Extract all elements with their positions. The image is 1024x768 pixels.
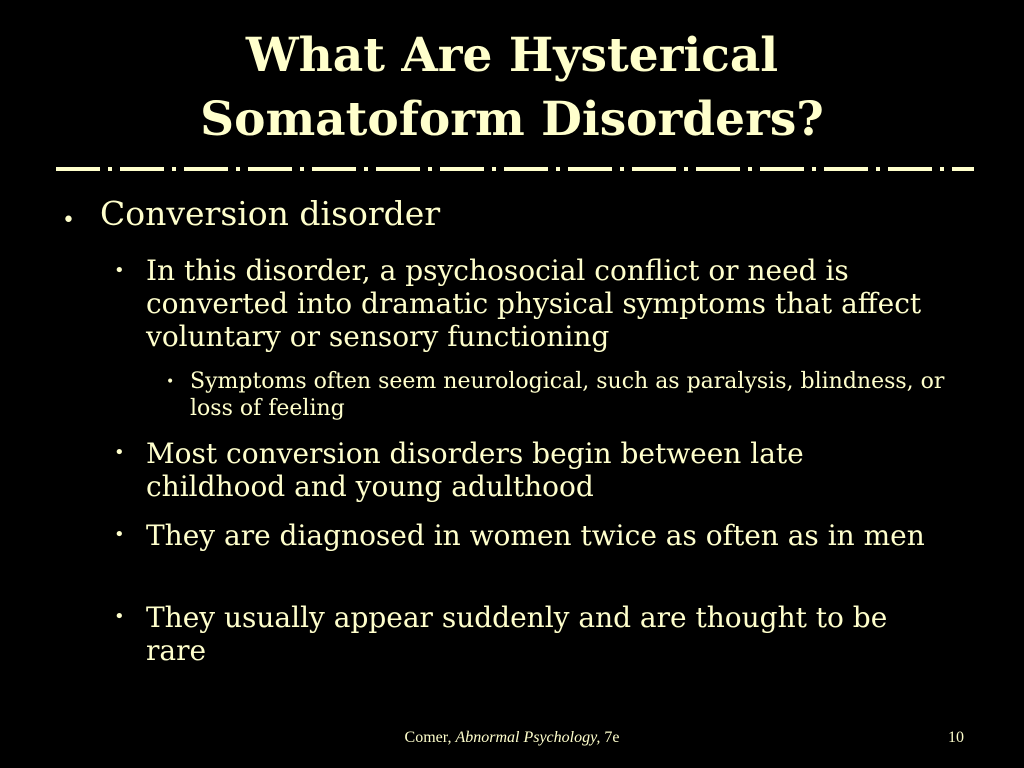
divider-dot: [812, 167, 816, 171]
divider-dash: [248, 167, 292, 171]
divider-dash: [568, 167, 612, 171]
divider-dot: [428, 167, 432, 171]
divider-dash: [376, 167, 420, 171]
bullet-icon: •: [114, 606, 125, 627]
divider-dot: [556, 167, 560, 171]
divider-dot: [876, 167, 880, 171]
divider-dot: [108, 167, 112, 171]
title-line-2: Somatoform Disorders?: [200, 92, 824, 147]
footer-citation: [300, 728, 724, 748]
divider-dash: [440, 167, 484, 171]
bullet-level2-appearance: They usually appear suddenly and are thought to be rare: [146, 601, 888, 667]
footer-book-title: Abnormal Psychology,: [455, 729, 601, 746]
divider-dot: [236, 167, 240, 171]
bullet-icon: •: [114, 524, 125, 545]
divider-dash: [56, 167, 100, 171]
divider-dash: [952, 167, 974, 171]
divider-dash: [632, 167, 676, 171]
bullet-level2-onset: Most conversion disorders begin between late childhood and young adulthood: [146, 437, 804, 503]
bullet-icon: •: [114, 442, 125, 463]
title-line-1: What Are Hysterical: [245, 28, 779, 83]
divider-dot: [684, 167, 688, 171]
bullet-level3-symptoms: Symptoms often seem neurological, such as paralysis, blindness, or loss of feeling: [190, 369, 945, 421]
footer-author: Comer,: [404, 729, 452, 746]
slide-title: [0, 24, 1024, 152]
divider-dash: [824, 167, 868, 171]
divider-dash: [504, 167, 548, 171]
divider-dot: [364, 167, 368, 171]
bullet-level2-gender: They are diagnosed in women twice as often as in men: [146, 519, 925, 552]
bullet-icon: •: [114, 260, 125, 281]
divider-dash: [696, 167, 740, 171]
title-divider: [56, 162, 974, 176]
divider-dot: [940, 167, 944, 171]
divider-dash: [312, 167, 356, 171]
divider-dash: [184, 167, 228, 171]
divider-dash: [888, 167, 932, 171]
divider-dot: [172, 167, 176, 171]
bullet-level1-conversion-disorder: Conversion disorder: [100, 194, 441, 233]
divider-dot: [620, 167, 624, 171]
footer-edition: 7e: [604, 729, 620, 746]
bullet-level2-definition: In this disorder, a psychosocial conflict or need is converted into dramatic physical symptoms that affect voluntary or sensory functioning: [146, 254, 922, 353]
page-number: 10: [948, 729, 964, 746]
divider-dot: [300, 167, 304, 171]
bullet-icon: •: [166, 374, 175, 390]
bullet-icon: •: [62, 208, 75, 233]
divider-dot: [492, 167, 496, 171]
divider-dot: [748, 167, 752, 171]
divider-dash: [120, 167, 164, 171]
divider-dash: [760, 167, 804, 171]
